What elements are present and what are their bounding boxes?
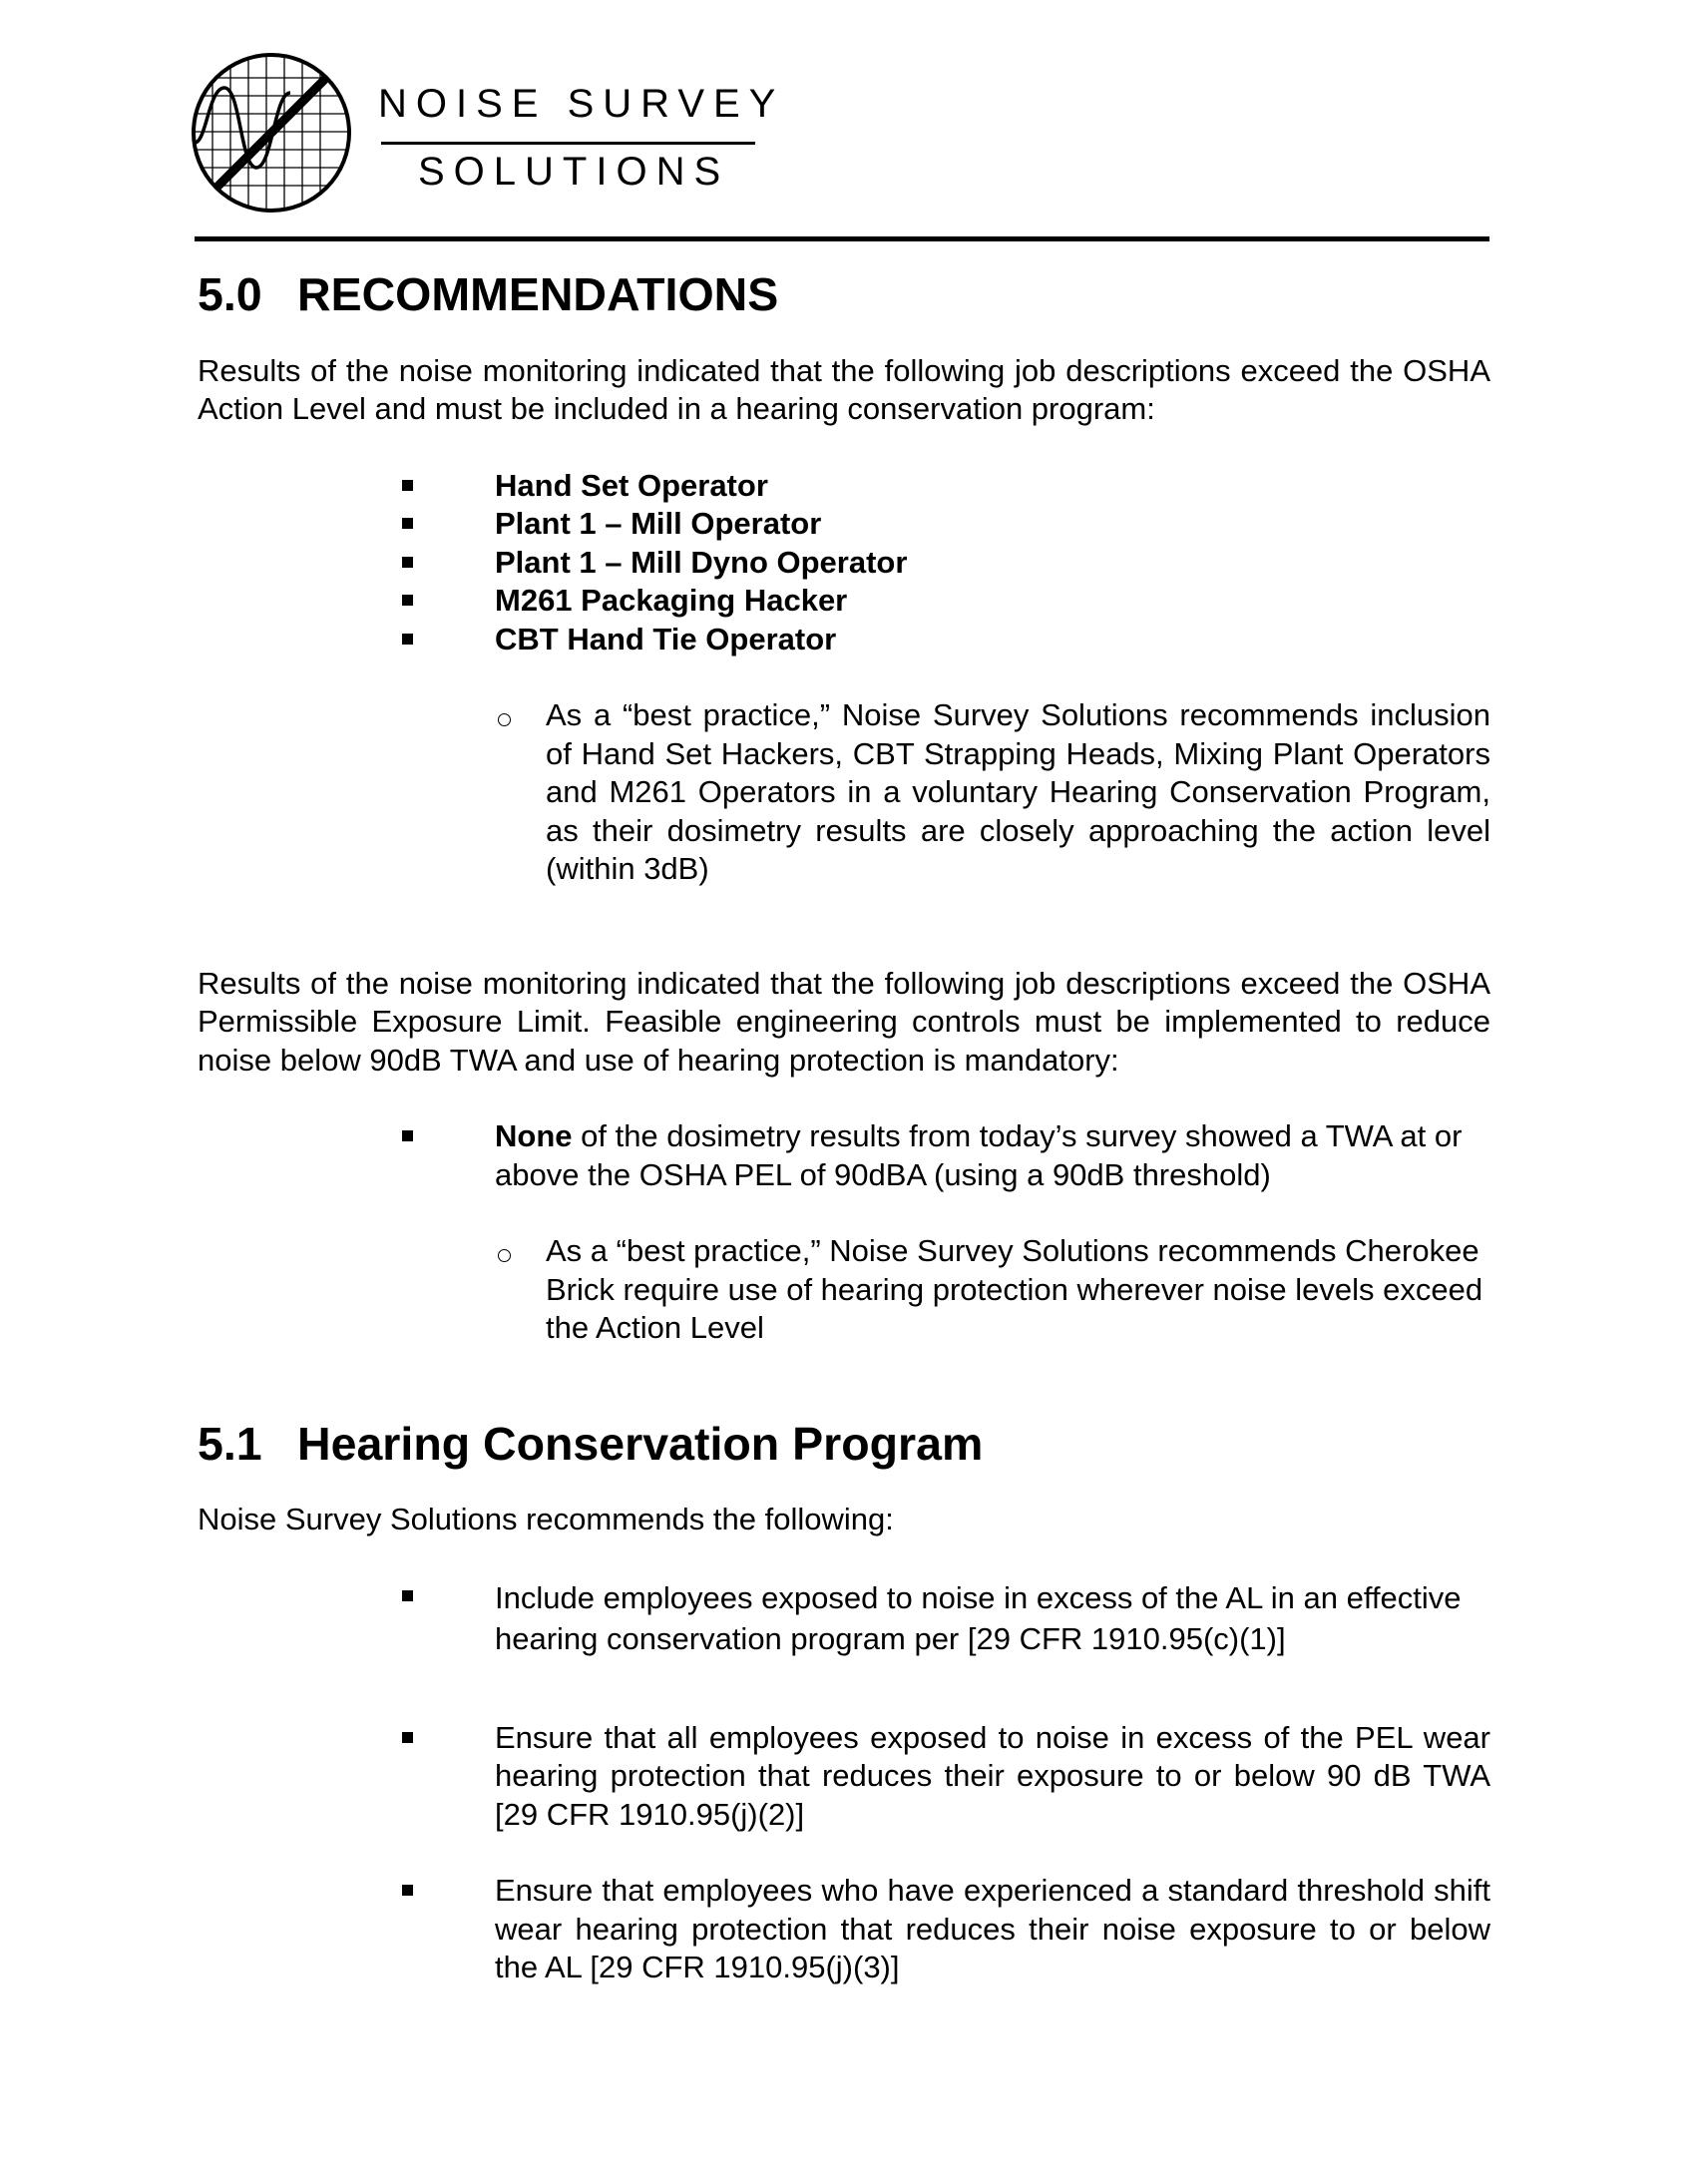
action-level-job-list (198, 467, 1490, 659)
list-item: M261 Packaging Hacker (198, 582, 1490, 621)
pel-intro: Results of the noise monitoring indicated that the following job descriptions exceed the OSHA Permissible Exposure Limit. Feasible engineering controls must be implemented to reduce noise below 90dB TWA and use of hearing protection is mandatory: (198, 965, 1490, 1078)
hcp-intro: Noise Survey Solutions recommends the following: (198, 1502, 894, 1536)
bullet-icon (402, 480, 413, 491)
bullet-icon (402, 1732, 413, 1743)
header-rule (195, 236, 1489, 241)
section-title: RECOMMENDATIONS (297, 268, 779, 320)
document-body (198, 268, 1490, 1987)
brand-divider (381, 142, 755, 145)
best-practice-note-2: As a “best practice,” Noise Survey Solutions recommends Cherokee Brick require use of hearing protection wherever noise levels exceed the Action Level (198, 1232, 1490, 1348)
brand-name-line2: SOLUTIONS (418, 150, 730, 194)
bullet-icon (402, 1130, 413, 1141)
list-item: Ensure that all employees exposed to noise in excess of the PEL wear hearing protection that reduces their exposure to or below 90 dB TWA [29 CFR 1910.95(j)(2)] (198, 1719, 1490, 1835)
bullet-icon (402, 518, 413, 529)
hcp-recommendation-list (198, 1577, 1490, 1987)
bullet-icon (402, 557, 413, 568)
section-5-1-heading (198, 1417, 1490, 1470)
list-item: Include employees exposed to noise in excess of the AL in an effective hearing conservation program per [29 CFR 1910.95(c)(1)] (198, 1577, 1490, 1659)
list-item: Hand Set Operator (198, 467, 1490, 506)
section-title: Hearing Conservation Program (297, 1417, 984, 1470)
list-item: Ensure that employees who have experienced a standard threshold shift wear hearing protection that reduces their noise exposure to or below the AL [29 CFR 1910.95(j)(3)] (198, 1872, 1490, 1987)
section-number: 5.0 (198, 268, 262, 320)
best-practice-note-1: As a “best practice,” Noise Survey Solutions recommends inclusion of Hand Set Hackers, CBT Strapping Heads, Mixing Plant Operators and M261 Operators in a voluntary Hearing Conservation Program, as their dosimetry results are closely approaching the action level (within 3dB) (198, 696, 1490, 889)
pel-list (198, 1117, 1490, 1194)
section-number: 5.1 (198, 1417, 262, 1470)
brand-name-line1: NOISE SURVEY (378, 82, 785, 126)
bullet-icon (402, 1590, 413, 1601)
list-item: CBT Hand Tie Operator (198, 621, 1490, 659)
section-5-0-heading (198, 268, 1490, 320)
list-item: None of the dosimetry results from today’s survey showed a TWA at or above the OSHA PEL of 90dBA (using a 90dB threshold) (198, 1117, 1490, 1194)
bullet-icon (402, 595, 413, 606)
circle-bullet-icon (498, 713, 511, 726)
company-logo-icon (187, 48, 356, 218)
bullet-icon (402, 1885, 413, 1896)
action-level-intro: Results of the noise monitoring indicated that the following job descriptions exceed the OSHA Action Level and must be included in a hearing conservation program: (198, 352, 1490, 426)
circle-bullet-icon (498, 1249, 511, 1262)
bullet-icon (402, 634, 413, 645)
page-header (187, 48, 1489, 242)
list-item: Plant 1 – Mill Operator (198, 505, 1490, 544)
list-item: Plant 1 – Mill Dyno Operator (198, 544, 1490, 583)
